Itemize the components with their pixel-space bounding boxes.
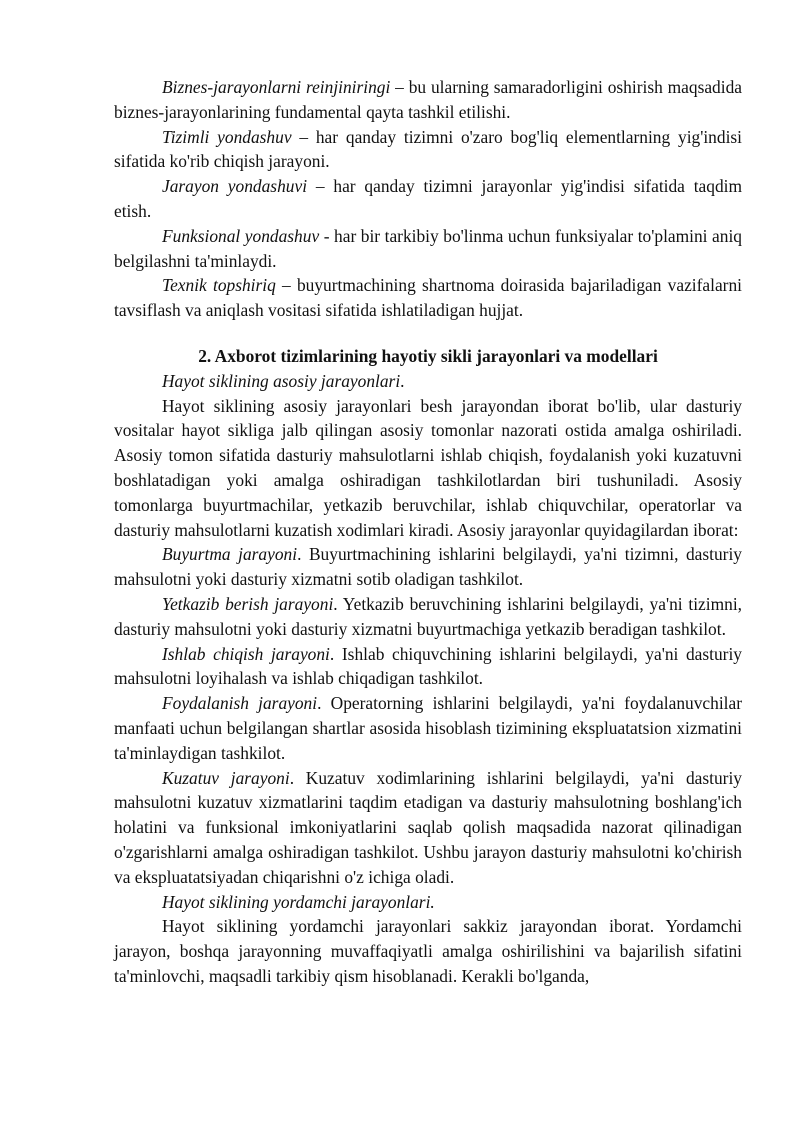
definition-separator: – [307, 176, 334, 197]
subheading-text: Hayot siklining asosiy jarayonlari [162, 370, 401, 391]
definition-separator: – [275, 275, 297, 296]
process-paragraph: Foydalanish jarayoni. Operatorning ishlarini belgilaydi, ya'ni foydalanuvchilar manfaati uchun belgilangan shartlar asosida hisoblash tizimining ekspluatatsion xizmatini ta'minlaydigan tashkilot. [114, 693, 742, 763]
definition-term: Tizimli yondashuv [162, 126, 292, 147]
process-text: Yetkazib beruvchining ishlarini belgilaydi, ya'ni tizimni, dasturiy mahsulotni yoki dasturiy xizmatni buyurtmachiga yetkazib beradigan tashkilot. [114, 593, 743, 639]
process-text: Kuzatuv xodimlarining ishlarini belgilaydi, ya'ni dasturiy mahsulotni kuzatuv xizmatlarini taqdim etadigan va dasturiy mahsulotning boshlang'ich holatini va funksional imkoniyatlarini saqlab qolish maqsadida nazorat qilinadigan o'zgarishlarni amalga oshiradigan tashkilot. Ushbu jarayon dasturiy mahsulotni ko'chirish va ekspluatatsiyadan chiqarishni o'z ichiga oladi. [114, 767, 742, 887]
definition-paragraph [114, 174, 742, 224]
subheading-punct: . [400, 370, 405, 391]
definition-text: har qanday tizimni o'zaro bog'liq elementlarning yig'indisi sifatida ko'rib chiqish jarayoni. [114, 126, 743, 172]
definition-term: Biznes-jarayonlarni reinjiniringi [162, 77, 391, 97]
document-page [114, 75, 742, 989]
process-term: Foydalanish jarayoni [162, 693, 318, 714]
definition-term: Jarayon yondashuvi [162, 176, 308, 197]
definition-separator: - [319, 225, 335, 246]
definition-paragraph [114, 75, 742, 125]
definition-separator: – [390, 77, 409, 97]
section-heading: 2. Axborot tizimlarining hayotiy sikli jarayonlari va modellari [198, 345, 658, 366]
subheading-main-processes [114, 369, 742, 394]
definition-term: Funksional yondashuv [162, 225, 320, 246]
process-text: Operatorning ishlarini belgilaydi, ya'ni foydalanuvchilar manfaati uchun belgilangan shartlar asosida hisoblash tizimining ekspluatatsion xizmatini ta'minlaydigan tashkilot. [114, 693, 742, 763]
process-paragraph: Ishlab chiqish jarayoni. Ishlab chiquvchining ishlarini belgilaydi, ya'ni dasturiy mahsulotni loyihalash va ishlab chiqadigan tashkilot. [114, 643, 743, 689]
definition-term: Texnik topshiriq [162, 275, 276, 296]
definition-paragraph [114, 125, 742, 175]
process-paragraph: Kuzatuv jarayoni. Kuzatuv xodimlarining ishlarini belgilaydi, ya'ni dasturiy mahsulotni kuzatuv xizmatlarini taqdim etadigan va dasturiy mahsulotning boshlang'ich holatini va funksional imkoniyatlarini saqlab qolish maqsadida nazorat qilinadigan o'zgarishlarni amalga oshiradigan tashkilot. Ushbu jarayon dasturiy mahsulotni ko'chirish va ekspluatatsiyadan chiqarishni o'z ichiga oladi. [114, 767, 742, 887]
process-paragraph: Yetkazib berish jarayoni. Yetkazib beruvchining ishlarini belgilaydi, ya'ni tizimni, dasturiy mahsulotni yoki dasturiy xizmatni buyurtmachiga yetkazib beradigan tashkilot. [114, 593, 743, 639]
definition-text: har qanday tizimni jarayonlar yig'indisi sifatida taqdim etish. [114, 176, 743, 221]
process-term: Yetkazib berish jarayoni [162, 593, 334, 614]
process-term: Kuzatuv jarayoni [162, 767, 290, 788]
definition-text: har bir tarkibiy bo'linma uchun funksiyalar to'plamini aniq belgilashni ta'minlaydi. [114, 225, 742, 271]
process-paragraph: Buyurtma jarayoni. Buyurtmachining ishlarini belgilaydi, ya'ni tizimni, dasturiy mahsulotni yoki dasturiy xizmatni sotib oladigan tashkilot. [114, 544, 742, 590]
process-term: Ishlab chiqish jarayoni [162, 643, 330, 664]
definition-paragraph [114, 273, 742, 323]
process-text: Buyurtmachining ishlarini belgilaydi, ya'ni tizimni, dasturiy mahsulotni yoki dasturiy xizmatni sotib oladigan tashkilot. [114, 544, 742, 590]
definition-separator: – [291, 126, 316, 147]
definition-paragraph [114, 224, 742, 274]
process-text: Ishlab chiquvchining ishlarini belgilaydi, ya'ni dasturiy mahsulotni loyihalash va ishlab chiqadigan tashkilot. [114, 643, 743, 689]
definition-text: bu ularning samaradorligini oshirish maqsadida biznes-jarayonlarining fundamental qayta tashkil etilishi. [114, 77, 742, 122]
intro-paragraph: Hayot siklining asosiy jarayonlari besh jarayondan iborat bo'lib, ular dasturiy vositalar hayot sikliga jalb qilingan asosiy tomonlar nazorati ostida amalga oshiriladi. Asosiy tomon sifatida dasturiy mahsulotlarni ishlab chiqish, foydalanish yoki kuzatuvni boshlatadigan yoki amalga oshiradigan tashkilotlardan biri tushuniladi. Asosiy tomonlarga buyurtmachilar, yetkazib beruvchilar, ishlab chiquvchilar, operatorlar va dasturiy mahsulotlarni kuzatish xodimlari kiradi. Asosiy jarayonlar quyidagilardan iborat: [114, 395, 742, 540]
definition-text: buyurtmachining shartnoma doirasida bajariladigan vazifalarni tavsiflash va aniqlash vositasi sifatida ishlatiladigan hujjat. [114, 275, 743, 321]
aux-intro-paragraph: Hayot siklining yordamchi jarayonlari sakkiz jarayondan iborat. Yordamchi jarayon, boshqa jarayonning muvaffaqiyatli amalga oshirilishini va bajarilish sifatini ta'minlovchi, maqsadli tarkibiy qism hisoblanadi. Kerakli bo'lganda, [114, 916, 742, 986]
subheading-aux-processes: Hayot siklining yordamchi jarayonlari. [162, 891, 435, 912]
process-term: Buyurtma jarayoni [162, 544, 298, 565]
